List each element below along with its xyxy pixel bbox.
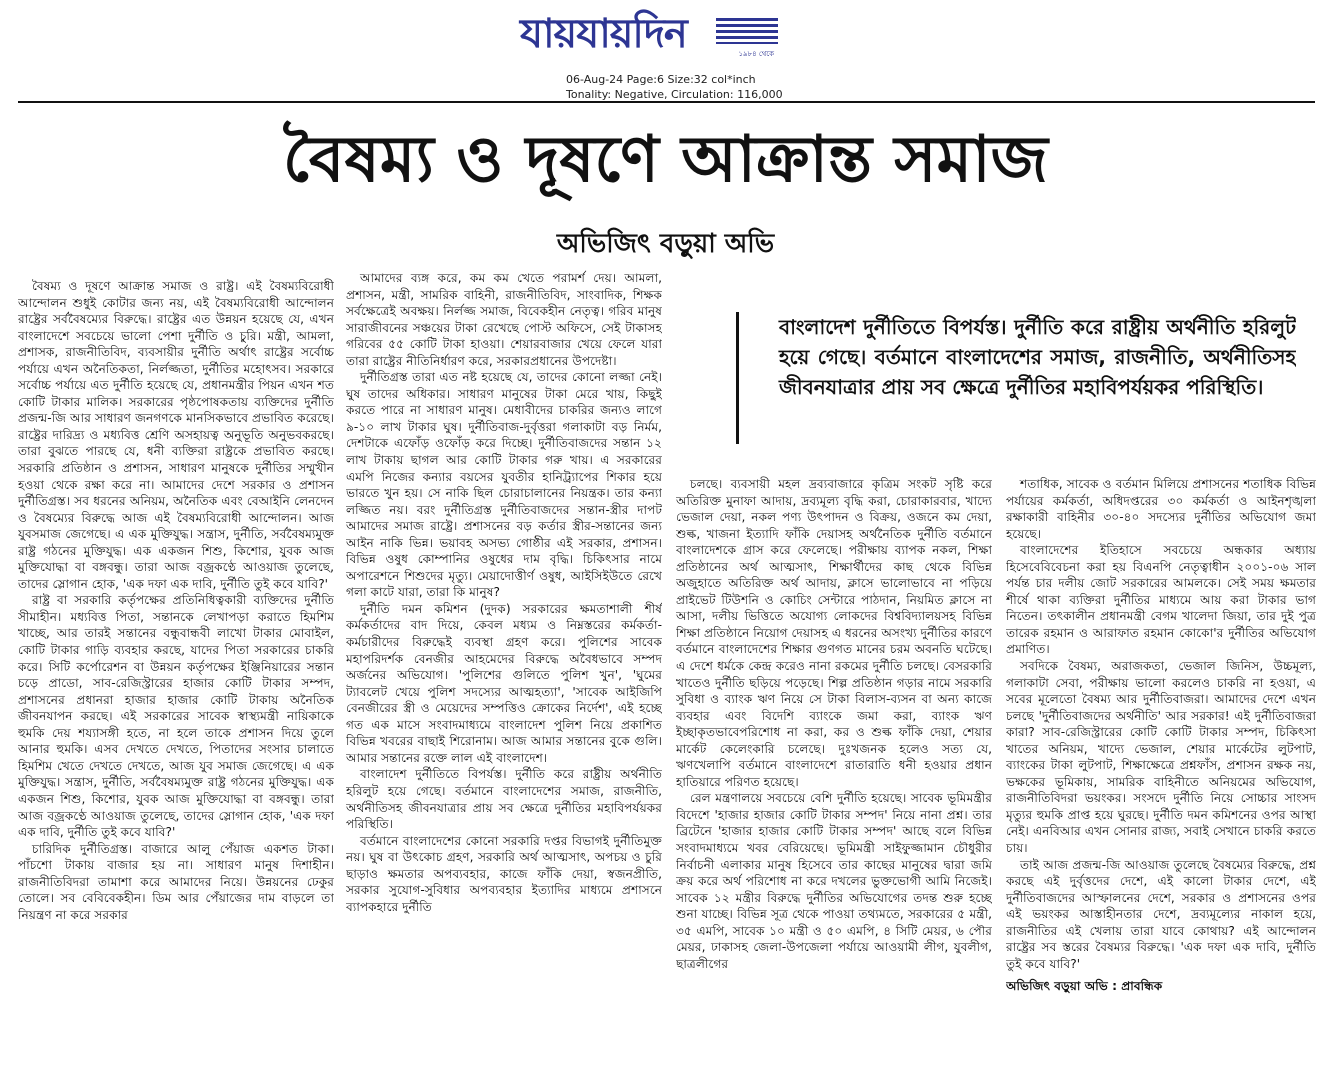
- paragraph: দুর্নীতি দমন কমিশন (দুদক) সরকারের ক্ষমতাশালী শীর্ষ কর্মকর্তাদের বাদ দিয়ে, কেবল মধ্যম ও নিম্নস্তরের কর্মকর্তা-কর্মচারীদের বিরুদ্ধেই ব্যবস্থা গ্রহণ করে। পুলিশের সাবেক মহাপরিদর্শক বেনজীর আহমেদের বিরুদ্ধে অবৈধভাবে সম্পদ অর্জনের অভিযোগ। 'পুলিশের গুলিতে পুলিশ খুন', 'ঘুমের ট্যাবলেট খেয়ে পুলিশ সদস্যের আত্মহত্যা', 'সাবেক আইজিপি বেনজীরের স্ত্রী ও মেয়েদের সম্পত্তিও ক্রোকের নির্দেশ', এই হচ্ছে গত এক মাসে সংবাদমাধ্যমে বাংলাদেশ পুলিশ নিয়ে প্রকাশিত বিভিন্ন খবরের বাছাই শিরোনাম। আজ আমার সন্তানের বুকে গুলি। আমার সন্তানের রক্তে লাল এই বাংলাদেশ।: [346, 601, 662, 765]
- paragraph: বর্তমানে বাংলাদেশের কোনো সরকারি দপ্তর বিভাগই দুর্নীতিমুক্ত নয়। ঘুষ বা উৎকোচ গ্রহণ, সরকারি অর্থ আত্মসাৎ, অপচয় ও চুরি ছাড়াও ক্ষমতার অপব্যবহার, কাজে ফাঁকি দেয়া, স্বজনপ্রীতি, সরকার সুযোগ-সুবিধার অপব্যবহার ইত্যাদির মাধ্যমে প্রশাসনে ব্যাপকহারে দুর্নীতি: [346, 833, 662, 914]
- logo-stripes-icon: [716, 18, 778, 44]
- masthead-divider: [18, 101, 1315, 103]
- masthead: [0, 0, 1331, 104]
- paragraph: চলছে। ব্যবসায়ী মহল দ্রব্যবাজারে কৃত্রিম সংকট সৃষ্টি করে অতিরিক্ত মুনাফা আদায়, দ্রব্যমূল্য বৃদ্ধি করা, চোরাকারবার, খাদ্যে ভেজাল দেয়া, নকল পণ্য উৎপাদন ও বিক্রয়, ওজনে কম দেয়া, শুল্ক, খাজনা ইত্যাদি ফাঁকি দেয়াসহ অর্থনৈতিক দুর্নীতি বর্তমানে বাংলাদেশকে গ্রাস করে ফেলেছে। পরীক্ষায় ব্যাপক নকল, শিক্ষা প্রতিষ্ঠানের অর্থ আত্মসাৎ, শিক্ষার্থীদের কাছ থেকে বিভিন্ন অজুহাতে অতিরিক্ত অর্থ আদায়, ক্লাসে ভালোভাবে না পড়িয়ে প্রাইভেট টিউশনি ও কোচিং সেন্টারে পাঠদান, নিয়মিত ক্লাসে না আসা, দলীয় ভিত্তিতে অযোগ্য লোকদের বিশ্ববিদ্যালয়সহ বিভিন্ন শিক্ষা প্রতিষ্ঠানে নিয়োগ দেয়াসহ এ ধরনের অসংখ্য দুর্নীতির কারণে বর্তমানে বাংলাদেশের শিক্ষার গুণগত মানের চরম অবনতি ঘটেছে। এ দেশে ধর্মকে কেন্দ্র করেও নানা রকমের দুর্নীতি চলছে। বেসরকারি খাতেও দুর্নীতি ছড়িয়ে পড়েছে। শিল্প প্রতিষ্ঠান গড়ার নামে সরকারি সুবিধা ও ব্যাংক ঋণ নিয়ে সে টাকা বিলাস-ব্যসন বা অন্য কাজে ব্যবহার এবং বিদেশি ব্যাংকে জমা করা, ব্যাংক ঋণ ইচ্ছাকৃতভাবেপরিশোধ না করা, কর ও শুল্ক ফাঁকি দেয়া, শেয়ার মার্কেট কেলেংকারি চলেছে। দুঃখজনক হলেও সত্য যে, ঋণখেলাপি বর্তমানে বাংলাদেশে রাতারাতি ধনী হওয়ার প্রধান হাতিয়ারে পরিণত হয়েছে।: [676, 477, 992, 789]
- pull-quote: বাংলাদেশ দুর্নীতিতে বিপর্যস্ত। দুর্নীতি করে রাষ্ট্রীয় অর্থনীতি হরিলুট হয়ে গেছে। বর্তমানে বাংলাদেশের সমাজ, রাজনীতি, অর্থনীতিসহ জীবনযাত্রার প্রায় সব ক্ষেত্রে দুর্নীতির মহাবিপর্যয়কর পরিস্থিতি।: [736, 312, 1296, 444]
- paragraph: তাই আজ প্রজন্ম-জি আওয়াজ তুলেছে বৈষম্যের বিরুদ্ধে, প্রশ্ন করছে এই দুর্বৃত্তদের দেশে, এই কালো টাকার দেশে, এই দুর্নীতিবাজদের আস্ফালনের দেশে, সরকার ও প্রশাসনের ওপর এই ভয়ংকর আস্তাহীনতার দেশে, দ্রব্যমূল্যের নাকাল হয়ে, রাজনীতির এই খেলায় তারা যাবে কোথায়? এই আন্দোলন রাষ্ট্রের সব স্তরের বৈষম্যর বিরুদ্ধে। 'এক দফা এক দাবি, দুর্নীতি তুই কবে যাবি?': [1006, 857, 1316, 971]
- article-column-4: [1006, 476, 1316, 1078]
- paragraph: বাংলাদেশের ইতিহাসে সবচেয়ে অন্ধকার অধ্যায় হিসেবেবিবেচনা করা হয় বিএনপি নেতৃত্বাধীন ২০০১-০৬ সাল পর্যন্ত চার দলীয় জোট সরকারের আমলকে। সেই সময় ক্ষমতার শীর্ষে থাকা ব্যক্তিরা দুর্নীতির মাধ্যমে আয় করা টাকার ভাগ নিতেন। তৎকালীন প্রধানমন্ত্রী বেগম খালেদা জিয়া, তার দুই পুত্র তারেক রহমান ও আরাফাত রহমান কোকো'র দুর্নীতির অভিযোগ প্রমাণিত।: [1006, 543, 1316, 657]
- author-signature: অভিজিৎ বড়ুয়া অভি : প্রাবন্ধিক: [1006, 979, 1163, 994]
- meta-tonality: Tonality: Negative, Circulation: 116,000: [566, 88, 783, 101]
- article-headline: বৈষম্য ও দূষণে আক্রান্ত সমাজ: [283, 122, 1048, 197]
- paragraph: বাংলাদেশ দুর্নীতিতে বিপর্যস্ত। দুর্নীতি করে রাষ্ট্রীয় অর্থনীতি হরিলুট হয়ে গেছে। বর্তমানে বাংলাদেশের সমাজ, রাজনীতি, অর্থনীতিসহ জীবনযাত্রার প্রায় সব ক্ষেত্রে দুর্নীতির মহাবিপর্যয়কর পরিস্থিতি।: [346, 767, 662, 832]
- paragraph: বৈষম্য ও দূষণে আক্রান্ত সমাজ ও রাষ্ট্র। এই বৈষম্যবিরোধী আন্দোলন শুধুই কোটার জন্য নয়, এই বৈষম্যবিরোধী আন্দোলন রাষ্ট্রের সর্ববৈষম্যের বিরুদ্ধে। রাষ্ট্রের এত উন্নয়ন হয়েছে যে, এখন বাংলাদেশে সবচেয়ে ভালো পেশা দুর্নীতি ও চুরি। মন্ত্রী, আমলা, প্রশাসক, রাজনীতিবিদ, ব্যবসায়ীর দুর্নীতি অর্থাৎ রাষ্ট্রের সর্বোচ্চ পর্যায়ে এখন অনৈতিকতা, নির্লজ্জতা, দুর্নীতির মহোৎসব। সরকারে সর্বোচ্চ পর্যায়ে এত দুর্নীতি হয়েছে যে, প্রধানমন্ত্রীর পিয়ন এখন শত কোটি টাকার মালিক। সরকারের পৃষ্ঠপোষকতায় ব্যক্তিদের দুর্নীতি প্রজন্ম-জি আর সাধারণ জনগণকে মানসিকভাবে প্রভাবিত করেছে। রাষ্ট্রের দারিদ্র্য ও মধ্যবিত্ত শ্রেণি অসহায়ত্ব অনুভূতি অনুভবকরছে। তারা বুঝতে পারছে যে, ধনী ব্যক্তিরা রাষ্ট্রকে প্রভাবিত করছে। সরকারি প্রতিষ্ঠান ও প্রশাসন, সাধারণ মানুষকে দুর্নীতির সম্মুখীন হওয়া থেকে রক্ষা করে না। আমাদের দেশে সরকার ও প্রশাসন দুর্নীতিগ্রস্ত। সব ধরনের অনিয়ম, অনৈতিক এবং বেআইনি লেনদেন ও বৈষম্যের বিরুদ্ধে আজ এই বৈষম্যবিরোধী আন্দোলন। আজ যুবসমাজ জেগেছে। এ এক মুক্তিযুদ্ধ। সন্ত্রাস, দুর্নীতি, সর্ববৈষম্যমুক্ত রাষ্ট্র গঠনের মুক্তিযুদ্ধ। এক একজন শিশু, কিশোর, যুবক আজ মুক্তিযোদ্ধা বা বঙ্গবন্ধু। তারা আজ বজ্রকণ্ঠে আওয়াজ তুলেছে, তাদের স্লোগান হোক, 'এক দফা এক দাবি, দুর্নীতি তুই কবে যাবি?': [18, 279, 334, 591]
- paragraph: রেল মন্ত্রণালয়ে সবচেয়ে বেশি দুর্নীতি হয়েছে। সাবেক ভূমিমন্ত্রীর বিদেশে 'হাজার হাজার কোটি টাকার সম্পদ' নিয়ে নানা প্রশ্ন। তার ব্রিটেনে 'হাজার হাজার কোটি টাকার সম্পদ' আছে বলে বিভিন্ন সংবাদমাধ্যমে খবর বেরিয়েছে। ভূমিমন্ত্রী সাইফুজ্জামান চৌধুরীর নির্বাচনী এলাকার মানুষ হিসেবে তার কাছের মানুষের দ্বারা জমি ক্রয় করে অর্থ পরিশোধ না করে দখলের ভুক্তভোগী আমি নিজেই। সাবেক ১২ মন্ত্রীর বিরুদ্ধে দুর্নীতির অভিযোগের তদন্ত শুরু হচ্ছে শুনা যাচ্ছে। বিভিন্ন সূত্র থেকে পাওয়া তথ্যমতে, সরকারের ৫ মন্ত্রী, ৩৫ এমপি, সাবেক ১০ মন্ত্রী ও ৫০ এমপি, ৪ সিটি মেয়র, ৬ পৌর মেয়র, ঢাকাসহ জেলা-উপজেলা পর্যায়ে আওয়ামী লীগ, যুবলীগ, ছাত্রলীগের: [676, 791, 992, 971]
- paragraph: দুর্নীতিগ্রস্ত তারা এত নষ্ট হয়েছে যে, তাদের কোনো লজ্জা নেই। ঘুষ তাদের অধিকার। সাধারণ মানুষের টাকা মেরে খায়, কিছুই করতে পারে না সাধারণ মানুষ। মেধাবীদের চাকরির জন্যও লাগে ৯-১০ লাখ টাকার ঘুষ। দুর্নীতিবাজ-দুর্বৃত্তরা গলাকাটা বড় নির্মম, দেশটাকে এফোঁড় ওফোঁড় করে দিচ্ছে। দুর্নীতিবাজদের সন্তান ১২ লাখ টাকায় ছাগল আর কোটি টাকার গরু খায়। এ সরকারের এমপি নিজের কন্যার বয়সের যুবতীর হানিট্র্যাপের শিকার হয়ে ভারতে খুন হয়। সে নাকি ছিল চোরাচালানের নিয়ন্ত্রক। তার কন্যা লজ্জিত নয়। বরং দুর্নীতিগ্রস্ত দুর্নীতিবাজদের সন্তান-স্ত্রীর দাপট আমাদের সমাজ রাষ্ট্রে। প্রশাসনের বড় কর্তার স্ত্রীর-সন্তানের জন্য আইন নাকি ভিন্ন। ভয়াবহ অসভ্য গোষ্ঠীর এই সরকার, প্রশাসন। বিভিন্ন ওষুধ কোম্পানির ওষুধের দাম বৃদ্ধি। চিকিৎসার নামে অপারেশনে শিশুদের মৃত্যু। মেয়াদোত্তীর্ণ ওষুধ, আইসিইউতে রেখে গলা কাটে যারা, তারা কি মানুষ?: [346, 370, 662, 600]
- meta-page-size: 06-Aug-24 Page:6 Size:32 col*inch: [566, 73, 756, 86]
- paragraph: আমাদের ব্যঙ্গ করে, কম কম খেতে পরামর্শ দেয়। আমলা, প্রশাসন, মন্ত্রী, সামরিক বাহিনী, রাজনীতিবিদ, সাংবাদিক, শিক্ষক সর্বক্ষেত্রেই অবক্ষয়। নির্লজ্জ সমাজ, বিবেকহীন নেতৃত্ব। গরিব মানুষ সারাজীবনের সঞ্চয়ের টাকা রেখেছে পোস্ট অফিসে, সেই টাকাসহ গরিবের ৫৫ কোটি টাকা হাওয়া। শেয়ারবাজার খেয়ে ফেলে যারা তারা রাষ্ট্রের নীতিনির্ধারণ করে, সরকারপ্রধানের উপদেষ্টা।: [346, 271, 662, 368]
- newspaper-logo: [520, 6, 782, 62]
- article-byline: অভিজিৎ বড়ুয়া অভি: [556, 229, 775, 259]
- article-column-2: [346, 270, 662, 1078]
- logo-text: যায়যায়দিন: [520, 11, 687, 57]
- paragraph: চারিদিক দুর্নীতিগ্রস্ত। বাজারে আলু পেঁয়াজ একশত টাকা। পাঁচশো টাকায় বাজার হয় না। সাধারণ মানুষ দিশাহীন। রাজনীতিবিদরা তামাশা করে আমাদের নিয়ে। উন্নয়নের ঢেকুর তোলে। সব বেবিবেকহীন। ডিম আর পেঁয়াজের দাম বাড়লে তা নিয়ন্ত্রণ না করে সরকার: [18, 841, 334, 922]
- paragraph: রাষ্ট্র বা সরকারি কর্তৃপক্ষের প্রতিনিধিত্বকারী ব্যক্তিদের দুর্নীতি সীমাহীন। মধ্যবিত্ত পিতা, সন্তানকে লেখাপড়া করাতে হিমশিম খাচ্ছে, আর তারই সন্তানের বন্ধুবান্ধবী লাখো টাকার মোবাইল, কোটি টাকার গাড়ি ব্যবহার করছে, যাদের পিতা সরকারের চাকরি করে। সিটি কর্পোরেশন বা উন্নয়ন কর্তৃপক্ষের ইঞ্জিনিয়ারের সন্তান চড়ে প্রাডো, সাব-রেজিস্ট্রারের হাজার কোটি টাকার সম্পদ, প্রশাসনের প্রধানরা হাজার হাজার কোটি টাকায় অনৈতিক জীবনযাপন করছে। এই সরকারের সাবেক স্বাস্থ্যমন্ত্রী নায়িকাকে হুমকি দেয় শয্যাসঙ্গী হতে, না হলে তাকে প্রশাসন দিয়ে তুলে আনার হুমকি। এসব দেখতে দেখতে, পিতাদের সংসার চালাতে হিমশিম খেতে দেখতে দেখতে, আজ যুব সমাজ জেগেছে। এ এক মুক্তিযুদ্ধ। সন্ত্রাস, দুর্নীতি, সর্ববৈষম্যমুক্ত রাষ্ট্র গঠনের মুক্তিযুদ্ধ। এক একজন শিশু, কিশোর, যুবক আজ মুক্তিযোদ্ধা বা বঙ্গবন্ধু। তারা আজ বজ্রকণ্ঠে আওয়াজ তুলেছে, তাদের স্লোগান হোক, 'এক দফা এক দাবি, দুর্নীতি তুই কবে যাবি?': [18, 593, 334, 840]
- paragraph: শতাধিক, সাবেক ও বর্তমান মিলিয়ে প্রশাসনের শতাধিক বিভিন্ন পর্যায়ের কর্মকর্তা, অধিদপ্তরের ৩০ কর্মকর্তা ও আইনশৃঙ্খলা রক্ষাকারী বাহিনীর ৩০-৪০ সদস্যের দুর্নীতির অভিযোগ জমা হয়েছে।: [1006, 477, 1316, 541]
- article-column-1: [18, 278, 334, 1078]
- article-column-3: [676, 476, 992, 1078]
- clipping-meta: [566, 72, 783, 102]
- paragraph: সবদিকে বৈষম্য, অরাজকতা, ভেজাল জিনিস, উচ্চমূল্য, গলাকাটা সেবা, পরীক্ষায় ভালো করলেও চাকরি না হওয়া, এ সবের মূলেতো বৈষম্য আর দুর্নীতিবাজরা। আমাদের দেশে এখন চলছে 'দুর্নীতিবাজদের অর্থনীতি' আর সরকার! এই দুর্নীতিবাজরা কারা? সাব-রেজিস্ট্রারের কোটি কোটি টাকার সম্পদ, চিকিৎসা খাতের অনিয়ম, খাদ্যে ভেজাল, শেয়ার মার্কেটের লুটপাট, ব্যাংকের টাকা লুটপাট, শিক্ষাক্ষেত্রে প্রশ্নফাঁস, প্রশাসন রক্ষক নয়, ভক্ষকের ভূমিকায়, সামরিক বাহিনীতে অনিয়মের অভিযোগ, রাজনীতিবিদরা ভয়ংকর। সংসদে দুর্নীতি নিয়ে সোচ্চার সাংসদ মৃত্যুর হুমকি প্রাপ্ত হয়ে ঘুরছে। দুর্নীতি দমন কমিশনের ওপর আস্থা নেই। এনবিআর এখন সোনার রাজ্য, সবাই সেখানে চাকরি করতে চায়।: [1006, 659, 1316, 856]
- logo-since: ১৯৮৪ থেকে: [738, 50, 774, 58]
